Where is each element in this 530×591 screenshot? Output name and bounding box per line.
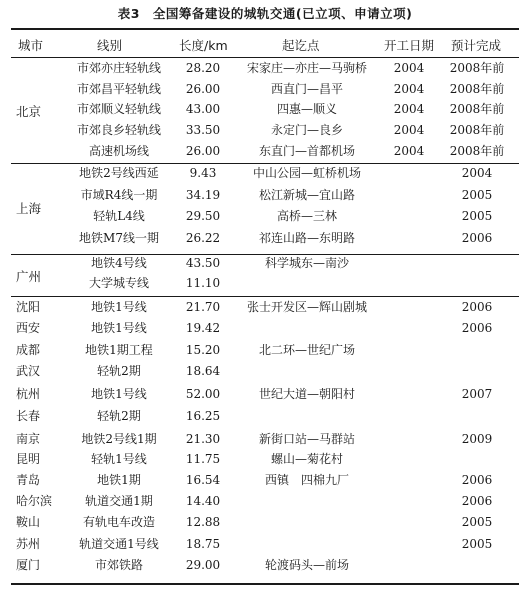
route-cell: 北二环—世纪广场 <box>258 343 355 357</box>
completion-cell: 2006 <box>461 473 493 487</box>
completion-cell: 2008年前 <box>449 102 505 116</box>
route-cell: 高桥—三林 <box>276 209 337 223</box>
completion-cell: 2006 <box>461 321 493 335</box>
city-cell: 厦门 <box>16 558 41 572</box>
completion-cell: 2008年前 <box>449 123 505 137</box>
start-date-cell: 2004 <box>393 123 425 137</box>
start-date-cell: 2004 <box>393 61 425 75</box>
length-cell: 16.25 <box>185 409 221 423</box>
group-divider-beijing <box>11 163 519 164</box>
line-cell: 地铁4号线 <box>91 256 147 270</box>
line-cell: 轻轨L4线 <box>93 209 145 223</box>
completion-cell: 2005 <box>461 537 493 551</box>
route-cell: 四惠—顺义 <box>276 102 337 116</box>
header-route: 起讫点 <box>282 38 320 53</box>
city-cell: 苏州 <box>16 537 41 551</box>
route-cell: 东直门—首都机场 <box>258 144 355 158</box>
line-cell: 轨道交通1期 <box>85 494 153 508</box>
line-cell: 高速机场线 <box>88 144 149 158</box>
line-cell: 市郊顺义轻轨线 <box>76 102 161 116</box>
length-cell: 26.00 <box>185 82 221 96</box>
length-cell: 26.22 <box>185 231 221 245</box>
length-cell: 43.00 <box>185 102 221 116</box>
city-cell: 西安 <box>16 321 41 335</box>
route-cell: 西直门—昌平 <box>270 82 343 96</box>
length-cell: 29.00 <box>185 558 221 572</box>
length-cell: 21.30 <box>185 432 221 446</box>
line-cell: 市域R4线一期 <box>80 188 158 202</box>
completion-cell: 2008年前 <box>449 82 505 96</box>
city-cell: 成都 <box>16 343 41 357</box>
route-cell: 宋家庄—亦庄—马驹桥 <box>246 61 367 75</box>
length-cell: 28.20 <box>185 61 221 75</box>
completion-cell: 2009 <box>461 432 493 446</box>
city-cell: 沈阳 <box>16 300 41 314</box>
line-cell: 地铁1号线 <box>91 387 147 401</box>
completion-cell: 2008年前 <box>449 61 505 75</box>
line-cell: 地铁1期 <box>97 473 141 487</box>
header-start: 开工日期 <box>384 38 435 53</box>
city-cell: 青岛 <box>16 473 41 487</box>
completion-cell: 2005 <box>461 188 493 202</box>
length-cell: 18.75 <box>185 537 221 551</box>
completion-cell: 2005 <box>461 515 493 529</box>
line-cell: 轻轨1号线 <box>91 452 147 466</box>
route-cell: 永定门—良乡 <box>270 123 343 137</box>
line-cell: 地铁M7线一期 <box>79 231 159 245</box>
group-divider-guangzhou <box>11 296 519 297</box>
line-cell: 轻轨2期 <box>97 409 141 423</box>
length-cell: 21.70 <box>185 300 221 314</box>
line-cell: 市郊亦庄轻轨线 <box>76 61 161 75</box>
bottom-rule <box>11 583 519 585</box>
start-date-cell: 2004 <box>393 144 425 158</box>
length-cell: 11.75 <box>185 452 221 466</box>
completion-cell: 2004 <box>461 166 493 180</box>
city-cell: 武汉 <box>16 364 41 378</box>
route-cell: 轮渡码头—前场 <box>264 558 349 572</box>
length-cell: 26.00 <box>185 144 221 158</box>
city-cell: 杭州 <box>16 387 41 401</box>
route-cell: 祁连山路—东明路 <box>258 231 355 245</box>
city-cell: 鞍山 <box>16 515 41 529</box>
line-cell: 地铁2号线1期 <box>81 432 157 446</box>
route-cell: 西镇 四棉九厂 <box>264 473 349 487</box>
top-rule <box>11 28 519 30</box>
line-cell: 轨道交通1号线 <box>79 537 159 551</box>
length-cell: 18.64 <box>185 364 221 378</box>
line-cell: 地铁1号线 <box>91 300 147 314</box>
header-complete: 预计完成 <box>451 38 502 53</box>
length-cell: 16.54 <box>185 473 221 487</box>
route-cell: 螺山—菊花村 <box>270 452 343 466</box>
city-group-guangzhou: 广州 <box>16 269 42 284</box>
length-cell: 9.43 <box>189 166 217 180</box>
completion-cell: 2005 <box>461 209 493 223</box>
completion-cell: 2006 <box>461 300 493 314</box>
length-cell: 33.50 <box>185 123 221 137</box>
table-caption: 表3 全国筹备建设的城轨交通(已立项、申请立项) <box>117 6 413 21</box>
length-cell: 34.19 <box>185 188 221 202</box>
city-cell: 哈尔滨 <box>16 494 53 508</box>
route-cell: 世纪大道—朝阳村 <box>258 387 355 401</box>
city-cell: 昆明 <box>16 452 41 466</box>
line-cell: 市郊昌平轻轨线 <box>76 82 161 96</box>
length-cell: 52.00 <box>185 387 221 401</box>
city-group-shanghai: 上海 <box>16 201 42 216</box>
start-date-cell: 2004 <box>393 82 425 96</box>
length-cell: 43.50 <box>185 256 221 270</box>
completion-cell: 2006 <box>461 231 493 245</box>
route-cell: 新街口站—马群站 <box>258 432 355 446</box>
length-cell: 15.20 <box>185 343 221 357</box>
city-cell: 长春 <box>16 409 41 423</box>
line-cell: 市郊良乡轻轨线 <box>76 123 161 137</box>
line-cell: 轻轨2期 <box>97 364 141 378</box>
line-cell: 大学城专线 <box>88 276 149 290</box>
line-cell: 地铁1号线 <box>91 321 147 335</box>
line-cell: 地铁1期工程 <box>85 343 153 357</box>
header-length: 长度/km <box>179 38 228 53</box>
route-cell: 张士开发区—辉山剧城 <box>246 300 367 314</box>
line-cell: 有轨电车改造 <box>82 515 155 529</box>
completion-cell: 2008年前 <box>449 144 505 158</box>
city-group-beijing: 北京 <box>16 104 42 119</box>
length-cell: 29.50 <box>185 209 221 223</box>
route-cell: 中山公园—虹桥机场 <box>252 166 361 180</box>
completion-cell: 2007 <box>461 387 493 401</box>
length-cell: 12.88 <box>185 515 221 529</box>
route-cell: 松江新城—宜山路 <box>258 188 355 202</box>
line-cell: 市郊铁路 <box>94 558 143 572</box>
completion-cell: 2006 <box>461 494 493 508</box>
length-cell: 19.42 <box>185 321 221 335</box>
line-cell: 地铁2号线西延 <box>79 166 159 180</box>
city-cell: 南京 <box>16 432 41 446</box>
length-cell: 14.40 <box>185 494 221 508</box>
header-city: 城市 <box>18 38 44 53</box>
route-cell: 科学城东—南沙 <box>264 256 349 270</box>
header-rule <box>11 57 519 58</box>
length-cell: 11.10 <box>185 276 221 290</box>
header-line: 线别 <box>97 38 123 53</box>
start-date-cell: 2004 <box>393 102 425 116</box>
